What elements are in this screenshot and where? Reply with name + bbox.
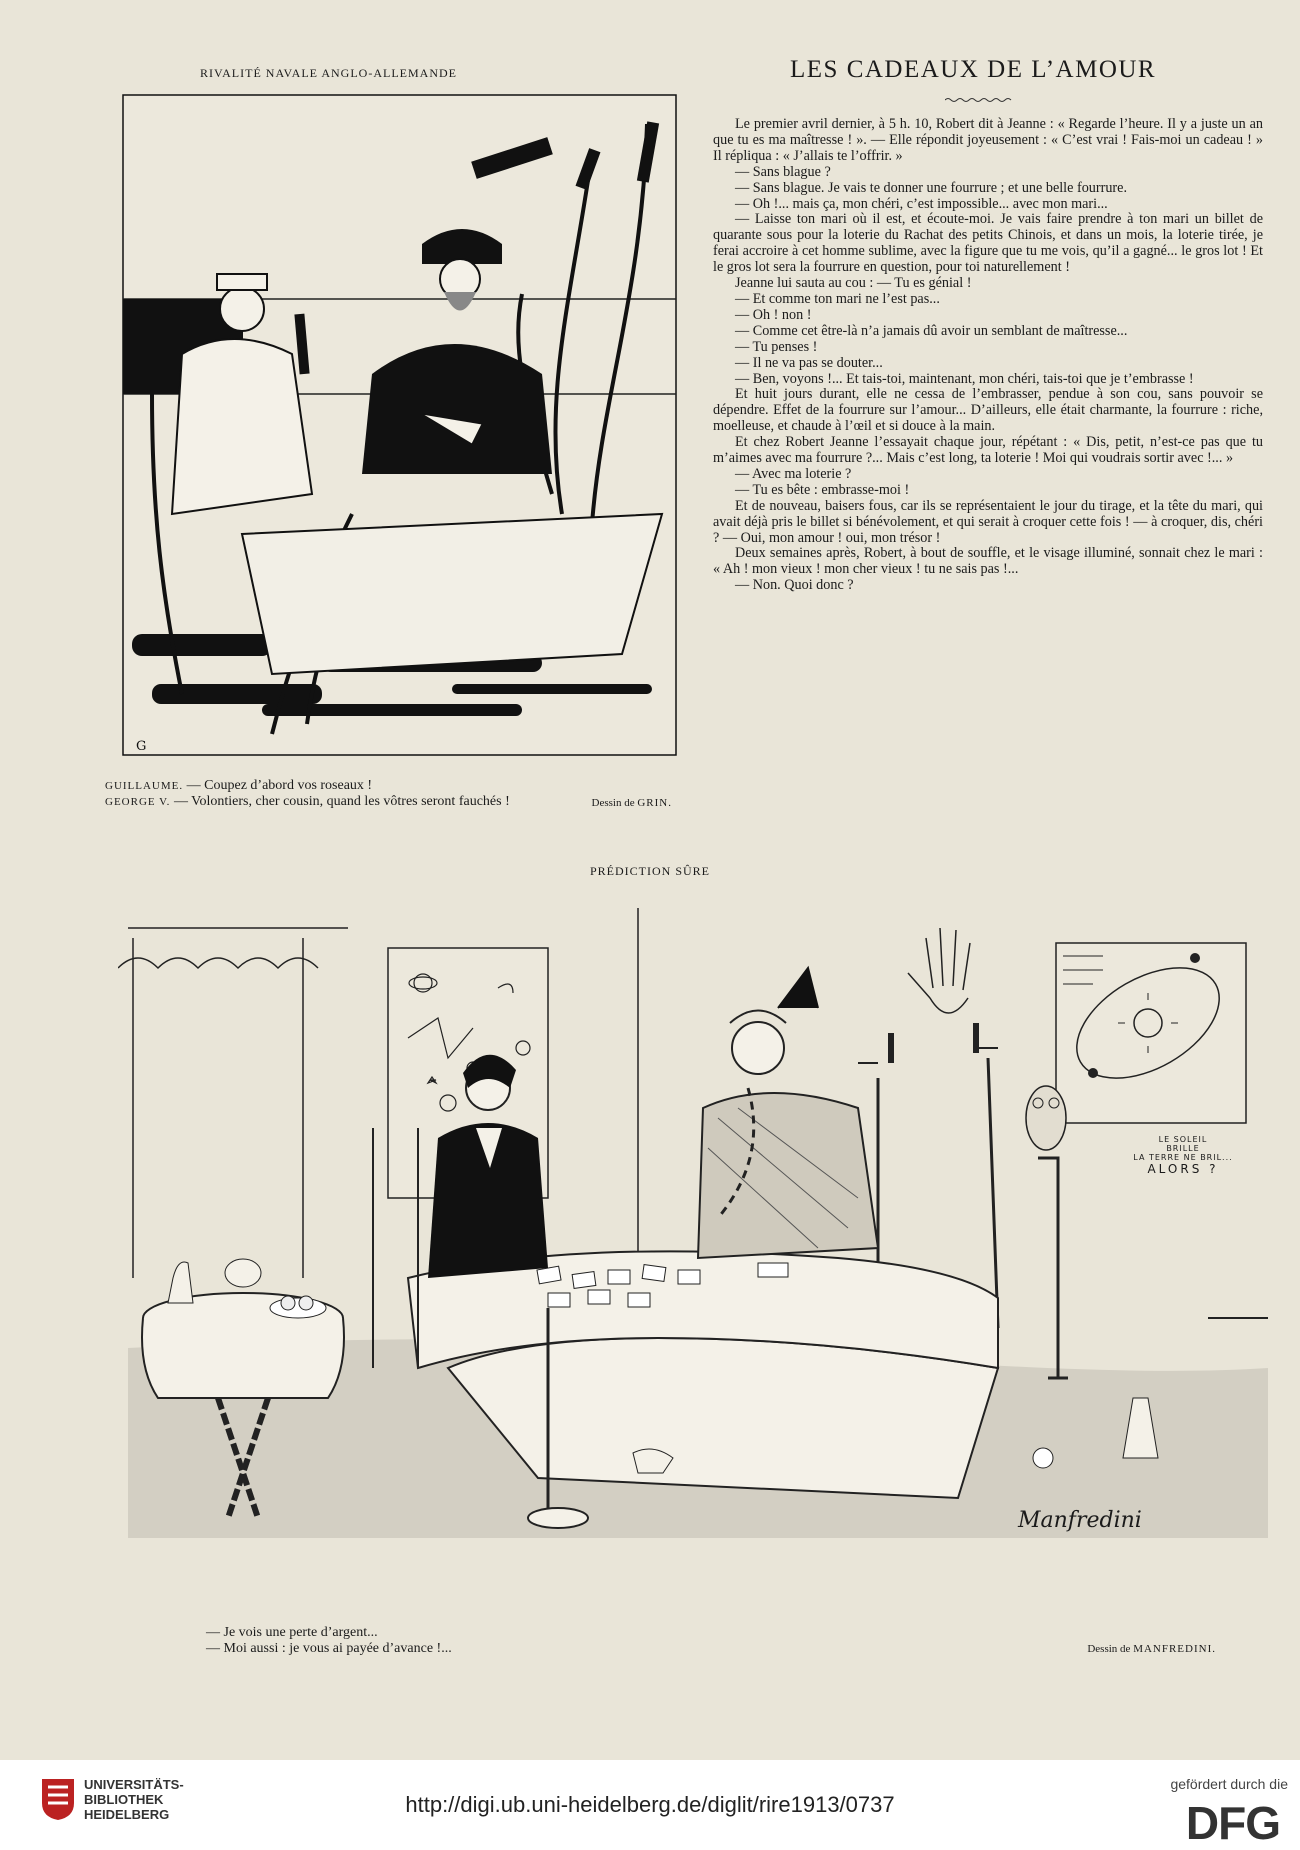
cartoon1-caption bbox=[105, 778, 672, 810]
article-body bbox=[713, 117, 1263, 594]
credit-name: GRIN. bbox=[637, 797, 672, 809]
article-paragraph: — Il ne va pas se douter... bbox=[735, 354, 883, 371]
cartoon2-credit bbox=[1087, 1643, 1216, 1655]
sponsor-label: gefördert durch die bbox=[1170, 1776, 1288, 1792]
sign-text bbox=[1118, 1135, 1248, 1176]
cartoon1-heading: RIVALITÉ NAVALE ANGLO-ALLEMANDE bbox=[200, 66, 457, 80]
caption-line: — Moi aussi : je vous ai payée d’avance !... bbox=[206, 1641, 452, 1656]
article-paragraph: — Tu penses ! bbox=[735, 338, 818, 355]
credit-name: MANFREDINI. bbox=[1133, 1643, 1216, 1655]
article-paragraph: — Sans blague ? bbox=[735, 163, 831, 180]
article-paragraph: Le premier avril dernier, à 5 h. 10, Robert dit à Jeanne : « Regarde l’heure. Il y a juste un an que tu es ma maîtresse ! ». — Elle répondit joyeusement : « C’est vrai ! Fais-moi un cadeau ! » Il répliqua : « J’allais te l’offrir. » bbox=[713, 116, 1263, 164]
article-paragraph: Et huit jours durant, elle ne cessa de l’embrasser, pendue à son cou, sans pouvoir se dépendre. Effet de la fourrure sur l’amour... D’ailleurs, elle était charmante, la fourrure : riche, moelleuse, et chaude à l’œil et si douce à la main. bbox=[713, 386, 1263, 435]
article-paragraph: — Laisse ton mari où il est, et écoute-moi. Je vais faire prendre à ton mari un billet de quarante sous pour la loterie du Rachat des petits Chinois, et dans un mois, la loterie tirée, je ferai accroire à cet homme sublime, avec la figure que tu me vois, qu’il a gagné... le gros lot ! Et le gros lot sera la fourrure en question, pour toi naturellement ! bbox=[713, 211, 1263, 276]
article-paragraph: — Sans blague. Je vais te donner une fourrure ; et une belle fourrure. bbox=[735, 179, 1127, 196]
caption-line: — Je vois une perte d’argent... bbox=[206, 1625, 378, 1640]
cartoon1-figure bbox=[122, 94, 677, 756]
sign-line: ALORS ? bbox=[1147, 1162, 1219, 1176]
sign-line: LE SOLEIL bbox=[1158, 1135, 1208, 1144]
speaker-george: GEORGE V. bbox=[105, 796, 171, 808]
credit-prefix: Dessin de bbox=[1087, 1643, 1134, 1655]
article-paragraph: — Oh ! non ! bbox=[735, 306, 812, 323]
article-paragraph: Deux semaines après, Robert, à bout de souffle, et le visage illuminé, sonnait chez le mari : « Ah ! mon vieux ! mon cher vieux ! tu ne sais pas !... bbox=[713, 545, 1263, 578]
article-paragraph: Et de nouveau, baisers fous, car ils se représentaient le jour du tirage, et la tête du mari, qui avait déjà pris le billet si bénévolement, et qui serait à croquer cette fois ! — à croquer, dis, chéri ? — Oui, mon amour ! oui, mon trésor ! bbox=[713, 497, 1263, 546]
article-paragraph: — Ben, voyons !... Et tais-toi, maintenant, mon chéri, tais-toi que je t’embrasse ! bbox=[735, 370, 1194, 387]
cartoon2-drawing bbox=[118, 898, 1273, 1588]
svg-text:G: G bbox=[136, 739, 147, 754]
cartoon2-heading: PRÉDICTION SÛRE bbox=[589, 864, 710, 878]
article-paragraph: — Non. Quoi donc ? bbox=[735, 577, 854, 594]
article-paragraph: — Avec ma loterie ? bbox=[735, 465, 852, 482]
speaker-guillaume: GUILLAUME. bbox=[105, 780, 184, 792]
cartoon1-credit bbox=[592, 795, 672, 811]
cartoon2-caption bbox=[206, 1625, 452, 1657]
library-line: UNIVERSITÄTS- bbox=[84, 1777, 184, 1792]
caption-line2-text: — Volontiers, cher cousin, quand les vôtres seront fauchés ! bbox=[170, 794, 510, 809]
library-line: BIBLIOTHEK bbox=[84, 1792, 164, 1807]
sign-line: LA TERRE NE BRIL... bbox=[1133, 1153, 1233, 1162]
cartoon2-signature: Manfredini bbox=[1018, 1508, 1142, 1533]
library-line: HEIDELBERG bbox=[84, 1807, 170, 1822]
footer-bar bbox=[0, 1760, 1300, 1850]
article-paragraph: — Tu es bête : embrasse-moi ! bbox=[735, 481, 910, 498]
credit-prefix: Dessin de bbox=[591, 797, 638, 809]
cartoon2-figure bbox=[118, 898, 1273, 1588]
article-paragraph: — Et comme ton mari ne l’est pas... bbox=[735, 290, 940, 307]
article-paragraph: Jeanne lui sauta au cou : — Tu es génial ! bbox=[735, 275, 972, 292]
article-paragraph: — Oh !... mais ça, mon chéri, c’est impossible... avec mon mari... bbox=[735, 195, 1108, 212]
article-paragraph: — Comme cet être-là n’a jamais dû avoir un semblant de maîtresse... bbox=[735, 322, 1128, 339]
article-paragraph: Et chez Robert Jeanne l’essayait chaque jour, répétant : « Dis, petit, n’est-ce pas que tu m’aimes avec ma fourrure ?... Mais c’est long, ta loterie ! Moi qui voudrais sortir avec !... » bbox=[713, 434, 1263, 467]
sign-line: BRILLE bbox=[1166, 1144, 1200, 1153]
article-title: LES CADEAUX DE L’AMOUR bbox=[790, 56, 1157, 83]
source-url-link[interactable]: http://digi.ub.uni-heidelberg.de/diglit/rire1913/0737 bbox=[405, 1792, 895, 1817]
title-ornament bbox=[945, 97, 1015, 103]
dfg-logo: DFG bbox=[1185, 1797, 1280, 1849]
cartoon1-drawing bbox=[122, 94, 677, 756]
caption-line1-text: — Coupez d’abord vos roseaux ! bbox=[183, 778, 373, 793]
